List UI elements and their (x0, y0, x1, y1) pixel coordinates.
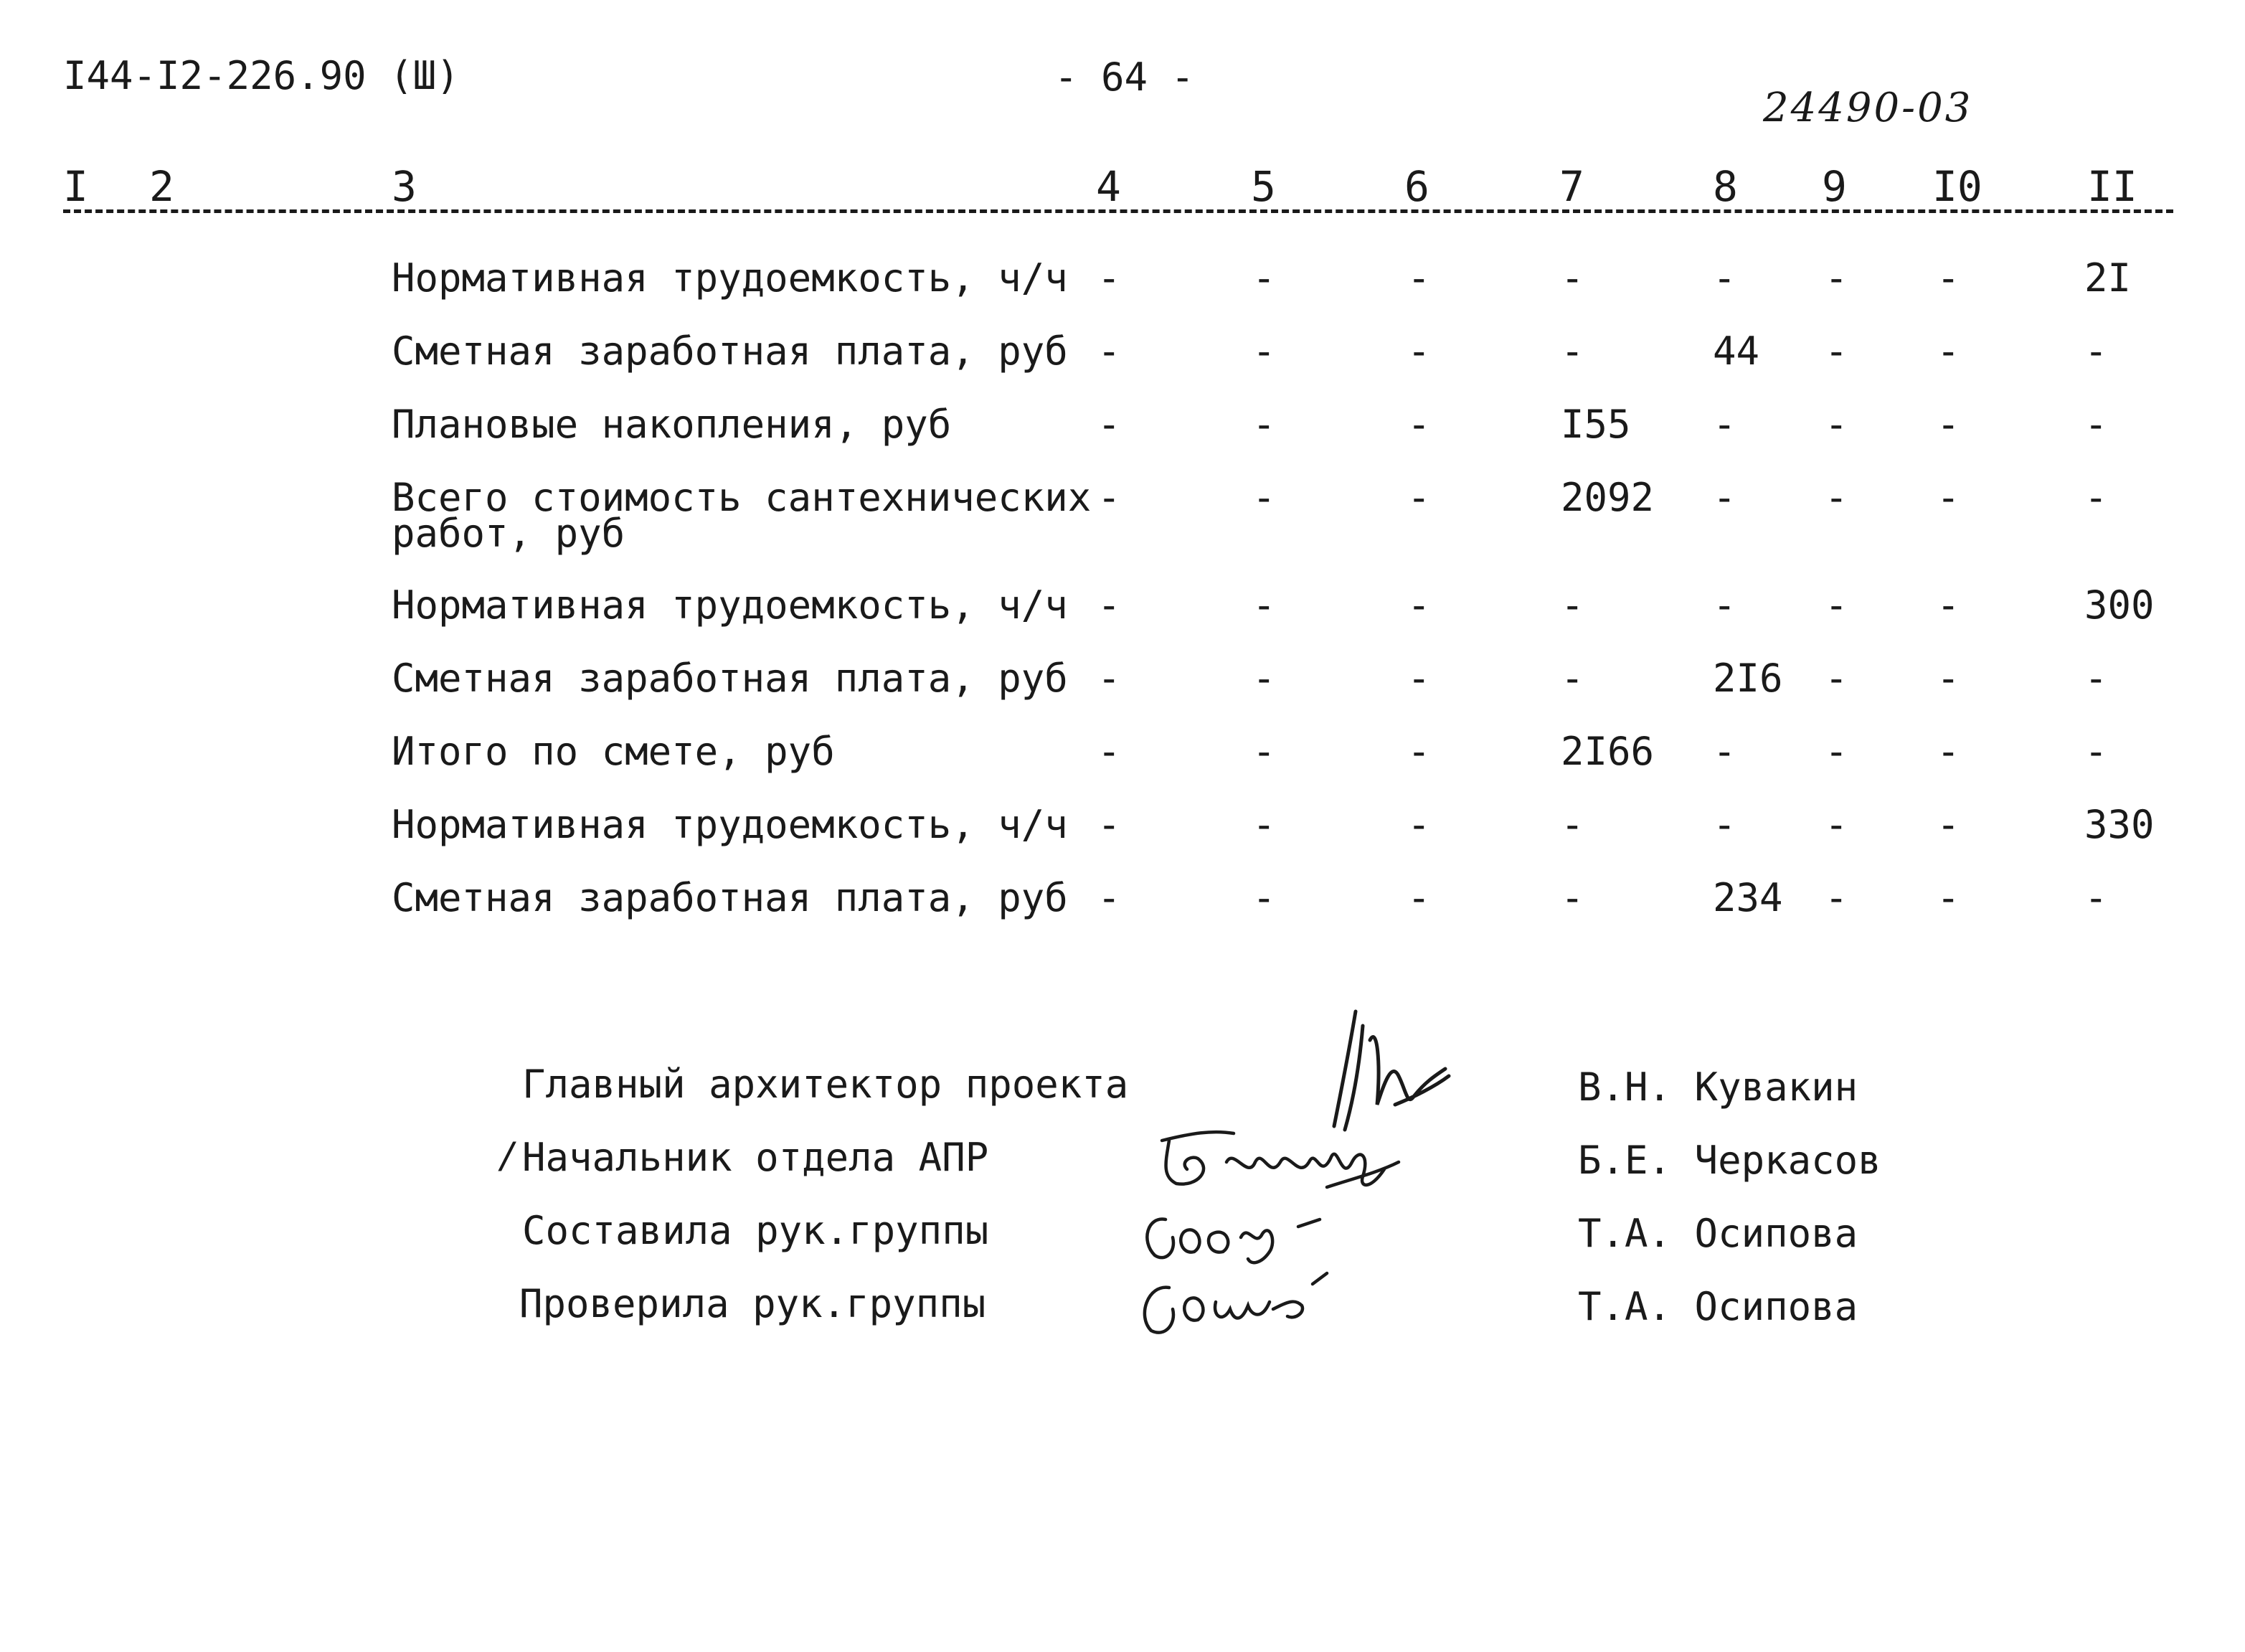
col-num-5: 5 (1251, 162, 1276, 211)
inventory-number: 24490-03 (1763, 85, 1973, 131)
cell-col-4: - (1097, 875, 1121, 920)
cell-col-6: - (1407, 656, 1431, 701)
col-num-7: 7 (1559, 162, 1584, 211)
cell-col-7: - (1561, 875, 1584, 920)
cell-col-9: - (1825, 802, 1848, 847)
table-row (0, 729, 2245, 790)
table-row (0, 582, 2245, 644)
handwritten-signature-4 (1133, 1262, 1341, 1341)
col-num-3: 3 (392, 162, 417, 211)
cell-col-7: - (1561, 656, 1584, 701)
cell-col-4: - (1097, 475, 1121, 520)
cell-col-7: 2092 (1561, 475, 1655, 520)
cell-col-8: 44 (1713, 329, 1760, 374)
cell-col-9: - (1825, 475, 1848, 520)
cell-col-6: - (1407, 475, 1431, 520)
cell-col-4: - (1097, 802, 1121, 847)
cell-col-8: - (1713, 802, 1736, 847)
cell-col-9: - (1825, 729, 1848, 774)
cell-col-9: - (1825, 402, 1848, 447)
cell-col-4: - (1097, 329, 1121, 374)
row-label: Нормативная трудоемкость, ч/ч (392, 802, 1068, 847)
cell-col-5: - (1252, 875, 1276, 920)
cell-col-10: - (1937, 875, 1960, 920)
cell-col-11: 300 (2084, 582, 2155, 628)
handwritten-signature-2 (1148, 1119, 1406, 1198)
row-label: Итого по смете, руб (392, 729, 835, 774)
cell-col-8: - (1713, 255, 1736, 301)
cell-col-10: - (1937, 402, 1960, 447)
cell-col-4: - (1097, 656, 1121, 701)
cell-col-11: - (2084, 475, 2108, 520)
col-num-11: II (2087, 162, 2137, 211)
cell-col-7: - (1561, 329, 1584, 374)
cell-col-4: - (1097, 402, 1121, 447)
cell-col-9: - (1825, 255, 1848, 301)
cell-col-11: - (2084, 875, 2108, 920)
cell-col-8: - (1713, 475, 1736, 520)
table-row (0, 402, 2245, 463)
cell-col-9: - (1825, 582, 1848, 628)
table-row (0, 656, 2245, 717)
cell-col-8: - (1713, 402, 1736, 447)
cell-col-11: - (2084, 656, 2108, 701)
col-num-9: 9 (1822, 162, 1847, 211)
cell-col-10: - (1937, 475, 1960, 520)
cell-col-10: - (1937, 582, 1960, 628)
signatory-title: Главный архитектор проекта (522, 1062, 1129, 1107)
cell-col-8: - (1713, 729, 1736, 774)
cell-col-7: - (1561, 255, 1584, 301)
col-num-6: 6 (1404, 162, 1429, 211)
signatory-title: Проверила рук.группы (519, 1281, 986, 1326)
cell-col-6: - (1407, 875, 1431, 920)
row-label: Нормативная трудоемкость, ч/ч (392, 255, 1068, 301)
cell-col-6: - (1407, 329, 1431, 374)
row-label-continuation: работ, руб (392, 511, 625, 556)
cell-col-5: - (1252, 475, 1276, 520)
signatory-name: В.Н. Кувакин (1578, 1065, 1858, 1110)
page-number: - 64 - (1054, 55, 1195, 100)
cell-col-11: - (2084, 329, 2108, 374)
handwritten-signature-1 (1327, 997, 1456, 1133)
cell-col-5: - (1252, 402, 1276, 447)
signatory-name: Т.А. Осипова (1578, 1284, 1858, 1329)
cell-col-6: - (1407, 402, 1431, 447)
col-num-8: 8 (1713, 162, 1738, 211)
cell-col-10: - (1937, 255, 1960, 301)
table-row (0, 255, 2245, 317)
cell-col-10: - (1937, 802, 1960, 847)
cell-col-10: - (1937, 729, 1960, 774)
row-label: Всего стоимость сантехнических (392, 475, 1092, 520)
cell-col-8: 2I6 (1713, 656, 1783, 701)
signatory-name: Б.Е. Черкасов (1578, 1138, 1881, 1183)
cell-col-10: - (1937, 656, 1960, 701)
cell-col-4: - (1097, 255, 1121, 301)
cell-col-8: 234 (1713, 875, 1783, 920)
cell-col-4: - (1097, 729, 1121, 774)
header-dashed-rule (63, 209, 2173, 213)
signatory-name: Т.А. Осипова (1578, 1211, 1858, 1256)
cell-col-5: - (1252, 656, 1276, 701)
cell-col-8: - (1713, 582, 1736, 628)
cell-col-11: - (2084, 729, 2108, 774)
cell-col-7: - (1561, 582, 1584, 628)
cell-col-6: - (1407, 729, 1431, 774)
handwritten-signature-3 (1133, 1198, 1334, 1270)
signatory-title: Составила рук.группы (522, 1208, 989, 1253)
col-num-4: 4 (1096, 162, 1121, 211)
cell-col-6: - (1407, 582, 1431, 628)
cell-col-4: - (1097, 582, 1121, 628)
cell-col-5: - (1252, 329, 1276, 374)
cell-col-5: - (1252, 729, 1276, 774)
col-num-1: I (63, 162, 88, 211)
cell-col-6: - (1407, 802, 1431, 847)
cell-col-6: - (1407, 255, 1431, 301)
cell-col-5: - (1252, 582, 1276, 628)
margin-tick-mark: / (498, 1135, 520, 1176)
col-num-10: I0 (1932, 162, 1982, 211)
table-row (0, 875, 2245, 937)
row-label: Нормативная трудоемкость, ч/ч (392, 582, 1068, 628)
cell-col-5: - (1252, 255, 1276, 301)
cell-col-10: - (1937, 329, 1960, 374)
cell-col-7: I55 (1561, 402, 1631, 447)
row-label: Сметная заработная плата, руб (392, 875, 1068, 920)
cell-col-9: - (1825, 656, 1848, 701)
table-row (0, 802, 2245, 864)
signatory-title: Начальник отдела АПР (522, 1135, 989, 1180)
cell-col-5: - (1252, 802, 1276, 847)
row-label: Плановые накопления, руб (392, 402, 952, 447)
cell-col-11: 2I (2084, 255, 2132, 301)
row-label: Сметная заработная плата, руб (392, 656, 1068, 701)
col-num-2: 2 (149, 162, 174, 211)
cell-col-9: - (1825, 329, 1848, 374)
cell-col-9: - (1825, 875, 1848, 920)
row-label: Сметная заработная плата, руб (392, 329, 1068, 374)
cell-col-11: - (2084, 402, 2108, 447)
document-code: I44-I2-226.90 (Ш) (63, 53, 460, 98)
cell-col-7: 2I66 (1561, 729, 1655, 774)
cell-col-7: - (1561, 802, 1584, 847)
cell-col-11: 330 (2084, 802, 2155, 847)
table-row (0, 329, 2245, 390)
table-row (0, 475, 2245, 558)
